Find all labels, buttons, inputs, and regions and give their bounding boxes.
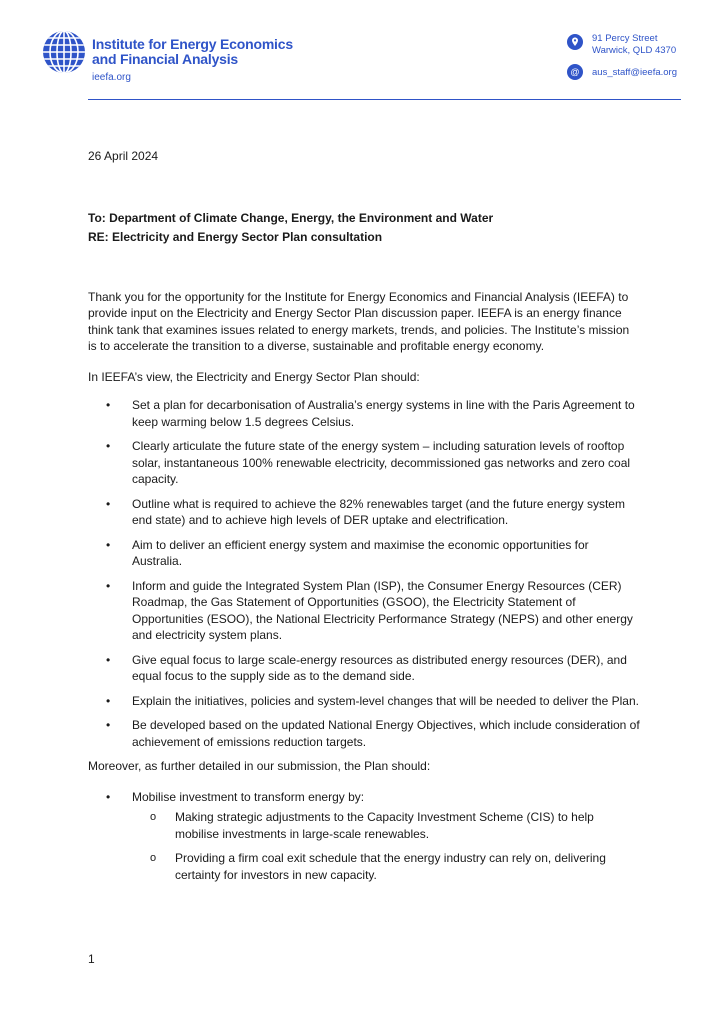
plan-bullets	[88, 397, 640, 750]
intro-paragraph: Thank you for the opportunity for the Institute for Energy Economics and Financial Analysis (IEEFA) to provide input on the Electricity and Energy Sector Plan discussion paper. IEEFA is an energy finance think tank that examines issues related to energy markets, trends, and policies. The Institute’s mission is to accelerate the transition to a diverse, sustainable and profitable energy economy.	[88, 289, 630, 353]
addressee-to: To: Department of Climate Change, Energy, the Environment and Water	[88, 210, 494, 225]
view-lead-paragraph: In IEEFA’s view, the Electricity and Energy Sector Plan should:	[88, 369, 420, 384]
sub-list-item: o Providing a firm coal exit schedule that the energy industry can rely on, delivering certainty for investors in new capacity.	[132, 850, 640, 883]
list-item: • Give equal focus to large scale-energy resources as distributed energy resources (DER), and equal focus to the supply side as to the demand side.	[88, 652, 640, 685]
addressee-block	[88, 209, 640, 247]
list-item: • Aim to deliver an efficient energy system and maximise the economic opportunities for Australia.	[88, 537, 640, 570]
subject-re: RE: Electricity and Energy Sector Plan consultation	[88, 229, 383, 244]
letter-date: 26 April 2024	[88, 149, 159, 163]
page-number: 1	[88, 952, 95, 966]
list-item: • Inform and guide the Integrated System Plan (ISP), the Consumer Energy Resources (CER) Roadmap, the Gas Statement of Opportunities (GSOO), the Electricity Statement of Opportunities (ESOO), the National Electricity Performance Strategy (NEPS) and other energy and electricity system plans.	[88, 578, 640, 644]
list-item	[88, 789, 640, 884]
list-item: • Be developed based on the updated National Energy Objectives, which include consideration of achievement of emissions reduction targets.	[88, 717, 640, 750]
at-sign-icon: @	[567, 64, 583, 80]
header-divider	[88, 99, 681, 100]
list-item-label: Mobilise investment to transform energy by:	[132, 789, 365, 804]
list-item: • Explain the initiatives, policies and system-level changes that will be needed to deliver the Plan.	[88, 693, 640, 710]
investment-bullets	[88, 789, 640, 884]
sub-bullets	[132, 809, 640, 883]
moreover-paragraph: Moreover, as further detailed in our submission, the Plan should:	[88, 759, 431, 773]
location-pin-icon	[567, 34, 583, 50]
list-item: • Outline what is required to achieve the 82% renewables target (and the future energy system end state) and to achieve high levels of DER uptake and electrification.	[88, 496, 640, 529]
letterhead: Institute for Energy Economics and Financial Analysis ieefa.org 91 Percy Street Warwick, QLD 4370 @ aus_staff@ieefa.org	[0, 0, 724, 104]
globe-logo-icon	[42, 30, 86, 74]
letter-body	[88, 148, 640, 891]
org-url-link[interactable]: ieefa.org	[92, 72, 131, 83]
email-link[interactable]: aus_staff@ieefa.org	[592, 67, 677, 78]
list-item: • Clearly articulate the future state of the energy system – including saturation levels of rooftop solar, instantaneous 100% renewable electricity, decommissioned gas networks and zero coal capacity.	[88, 438, 640, 488]
list-item: • Set a plan for decarbonisation of Australia’s energy systems in line with the Paris Agreement to keep warming below 1.5 degrees Celsius.	[88, 397, 640, 430]
sub-list-item: o Making strategic adjustments to the Capacity Investment Scheme (CIS) to help mobilise investments in large-scale renewables.	[132, 809, 640, 842]
org-name: Institute for Energy Economics and Financial Analysis	[92, 36, 293, 67]
